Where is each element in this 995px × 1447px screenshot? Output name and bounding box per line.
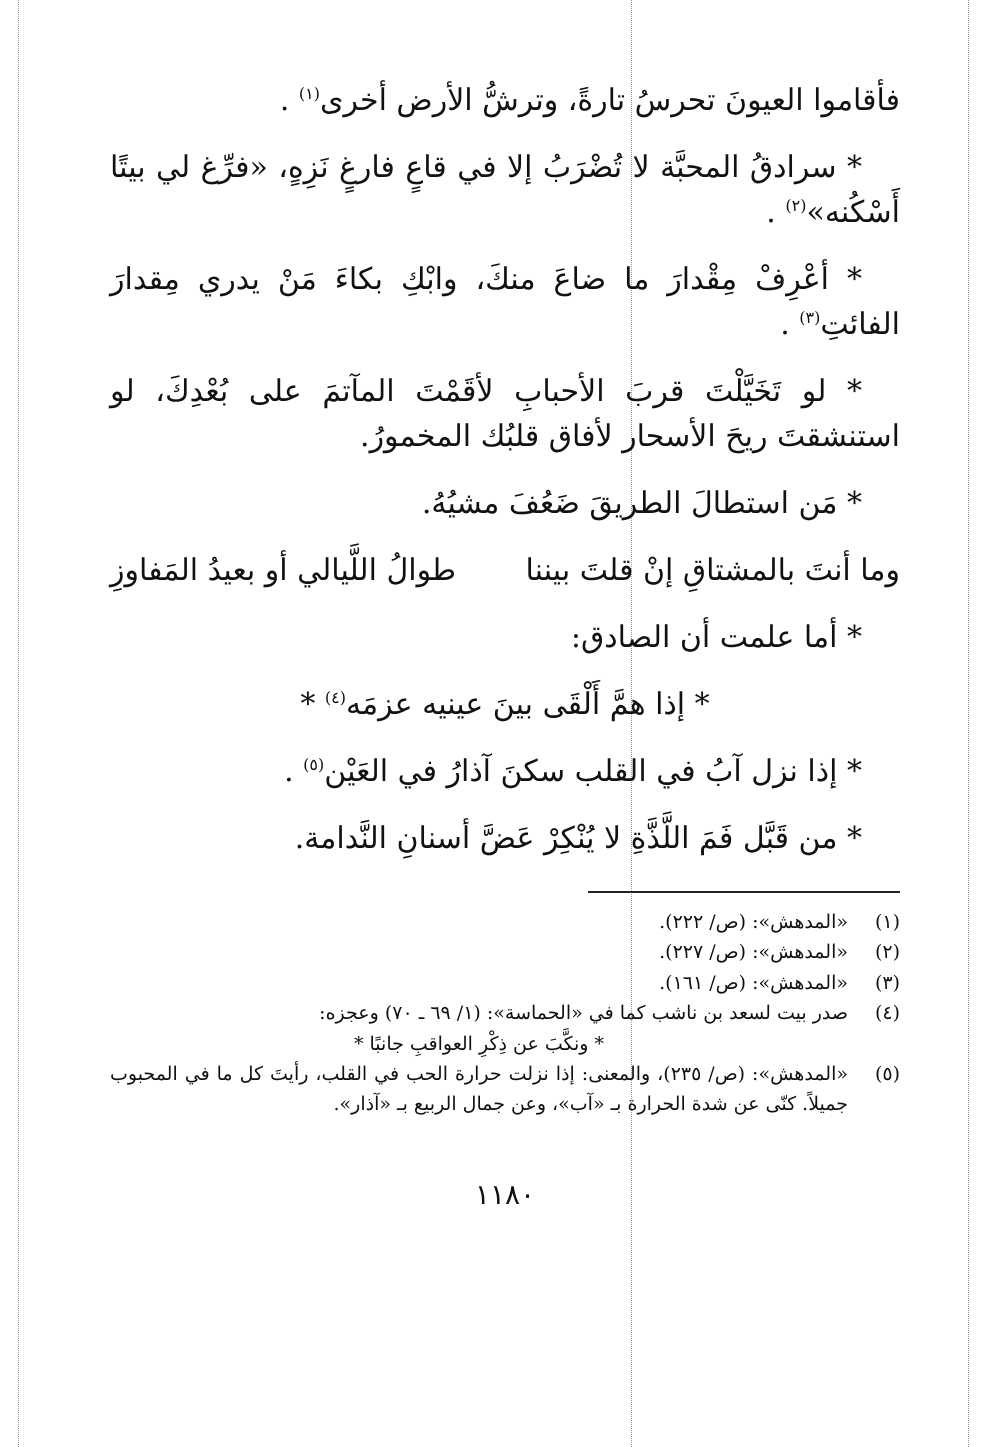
- footnote: [110, 1059, 900, 1120]
- footnote-text: صدر بيت لسعد بن ناشب كما في «الحماسة»: (١/ ٦٩ ـ ٧٠) وعجزه:: [319, 1002, 848, 1025]
- footnote: [110, 937, 900, 967]
- footnote: [110, 907, 900, 937]
- body-paragraph: * أعْرِفْ مِقْدارَ ما ضاعَ منكَ، وابْكِ بكاءَ مَنْ يدري مِقدارَ الفائتِ$^{(٣)}$ .: [110, 262, 900, 342]
- footnote-number: (٥): [874, 1062, 900, 1085]
- footnote-number: (٤): [874, 1002, 900, 1025]
- scan-artifact-line: [18, 0, 19, 1447]
- body-paragraph: * سرادقُ المحبَّة لا تُضْرَبُ إلا في قاعٍ فارغٍ نَزِهٍ، «فرِّغ لي بيتًا أَسْكُنه»$^{(٢)}$ .: [110, 150, 900, 230]
- scan-artifact-line: [968, 0, 969, 1447]
- footnote-ref: (٥): [303, 755, 325, 774]
- body-paragraph: فأقاموا العيونَ تحرسُ تارةً، وترشُّ الأرض أخرى$^{(١)}$ .: [279, 83, 900, 118]
- footnote-verse: * ونكَّبَ عن ذِكْرِ العواقبِ جانبًا *: [353, 1032, 605, 1055]
- footnote-number: (٢): [874, 941, 900, 964]
- footnote-text: «المدهش»: (ص/ ٢٢٢).: [659, 911, 848, 933]
- body-paragraph: * من قَبَّل فَمَ اللَّذَّةِ لا يُنْكِرْ عَضَّ أسنانِ النَّدامة.: [294, 821, 862, 856]
- footnote-ref: (٢): [785, 196, 807, 215]
- footnote-number: (١): [874, 911, 900, 933]
- verse-second-hemistich: طوالُ اللَّيالي أو بعيدُ المَفاوزِ: [110, 553, 456, 588]
- footnote-separator: [588, 891, 900, 893]
- body-paragraph: * إذا نزل آبُ في القلب سكنَ آذارُ في العَيْن$^{(٥)}$ .: [284, 754, 862, 789]
- footnote-text: «المدهش»: (ص/ ٢٣٥)، والمعنى: إذا نزلت حرارة الحب في القلب، رأيتَ كل ما في المحبوب جميلاً. كنّى عن شدة الحرارة بـ «آب»، وعن جمال الربيع بـ «آذار».: [110, 1062, 848, 1116]
- footnote-ref: (٣): [799, 308, 821, 327]
- page-number: ١١٨٠: [474, 1177, 536, 1211]
- footnote-ref: (٤): [324, 688, 346, 707]
- body-paragraph: * أما علمت أن الصادق:: [570, 620, 862, 655]
- quoted-verse: * إذا همَّ أَلْقَى بينَ عينيه عزمَه$^{(٤)}$ *: [300, 687, 710, 722]
- body-paragraph: * مَن استطالَ الطريقَ ضَعُفَ مشيُهُ.: [421, 486, 862, 521]
- footnote-number: (٣): [874, 971, 900, 994]
- footnote-text: «المدهش»: (ص/ ٢٢٧).: [659, 941, 848, 964]
- footnote-ref: (١): [298, 84, 320, 103]
- body-paragraph: * لو تَخَيَّلْتَ قربَ الأحبابِ لأقَمْتَ المآتمَ على بُعْدِكَ، لو استنشقتَ ريحَ الأسحار لأفاق قلبُك المخمورُ.: [110, 374, 900, 454]
- footnotes: [110, 907, 900, 1120]
- footnote: [110, 968, 900, 998]
- footnote: [110, 998, 900, 1059]
- verse-first-hemistich: وما أنتَ بالمشتاقِ إنْ قلتَ بيننا: [525, 553, 900, 588]
- poem-verse: [110, 548, 900, 593]
- footnote-text: «المدهش»: (ص/ ١٦١).: [659, 971, 848, 994]
- book-page: [110, 78, 900, 1211]
